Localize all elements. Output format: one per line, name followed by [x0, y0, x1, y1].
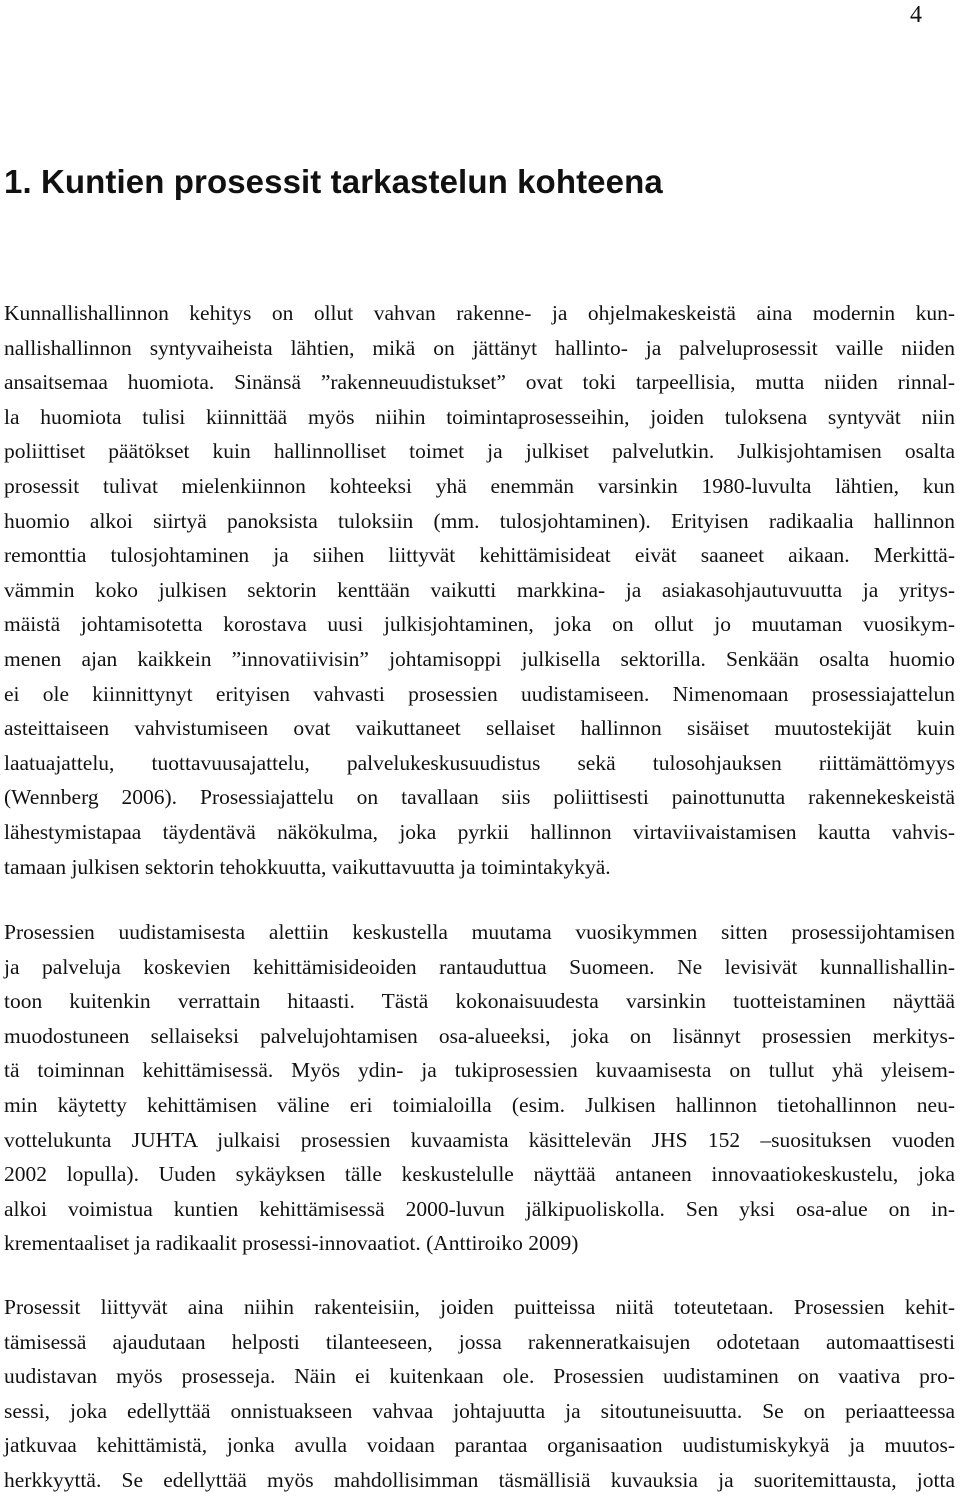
text-line: menen ajan kaikkein ”innovatiivisin” johtamisoppi julkisella sektorilla. Senkään osalta huomio [4, 646, 955, 671]
text-line: ja palveluja koskevien kehittämisideoiden rantauduttua Suomeen. Ne levisivät kunnallishallin- [4, 954, 955, 979]
text-line: alkoi voimistua kuntien kehittämisessä 2000-luvun jälkipuoliskolla. Sen yksi osa-alue on in- [4, 1196, 955, 1221]
text-line: toon kuitenkin verrattain hitaasti. Tästä kokonaisuudesta varsinkin tuotteistaminen näyttää [4, 989, 955, 1014]
text-line: vämmin koko julkisen sektorin kenttään vaikutti markkina- ja asiakasohjautuvuutta ja yritys- [4, 577, 955, 602]
text-line: ei ole kiinnittynyt erityisen vahvasti prosessien uudistamiseen. Nimenomaan prosessiajattelun [4, 681, 955, 706]
text-line: muodostuneen sellaiseksi palvelujohtamisen osa-alueeksi, joka on lisännyt prosessien merkitys- [4, 1023, 955, 1048]
text-line: prosessit tulivat mielenkiinnon kohteeksi yhä enemmän varsinkin 1980-luvulta lähtien, kun [4, 473, 955, 498]
text-line: laatuajattelu, tuottavuusajattelu, palvelukeskusuudistus sekä tulosohjauksen riittämättömyys [4, 750, 955, 775]
page-number: 4 [910, 2, 922, 28]
text-line: ansaitsemaa huomiota. Sinänsä ”rakenneuudistukset” ovat toki tarpeellisia, mutta niiden rinnal- [4, 370, 955, 395]
text-line: remonttia tulosjohtaminen ja siihen liittyvät kehittämisideat eivät saaneet aikaan. Merkittä- [4, 543, 955, 568]
text-line: uudistavan myös prosesseja. Näin ei kuitenkaan ole. Prosessien uudistaminen on vaativa pro- [4, 1364, 955, 1389]
paragraph-3 [4, 1290, 955, 1498]
text-line: tämisessä ajaudutaan helposti tilanteeseen, jossa rakenneratkaisujen odotetaan automaattisesti [4, 1329, 955, 1354]
text-line: tä toiminnan kehittämisessä. Myös ydin- ja tukiprosessien kuvaamisesta on tullut yhä yleisem- [4, 1058, 955, 1083]
text-line: jatkuvaa kehittämistä, jonka avulla voidaan parantaa organisaation uudistumiskykyä ja muutos- [4, 1433, 955, 1458]
paragraph-1 [4, 296, 955, 884]
text-line: la huomiota tulisi kiinnittää myös niihin toimintaprosesseihin, joiden tuloksena syntyvät niin [4, 404, 955, 429]
text-line: lähestymistapaa täydentävä näkökulma, joka pyrkii hallinnon virtaviivaistamisen kautta vahvis- [4, 819, 955, 844]
text-line: Kunnallishallinnon kehitys on ollut vahvan rakenne- ja ohjelmakeskeistä aina modernin kun- [4, 301, 955, 325]
text-line: nallishallinnon syntyvaiheista lähtien, mikä on jättänyt hallinto- ja palveluprosessit vaille niiden [4, 335, 955, 360]
text-line: tamaan julkisen sektorin tehokkuutta, vaikuttavuutta ja toimintakykyä. [4, 854, 611, 879]
paragraph-2 [4, 915, 955, 1261]
chapter-title: 1. Kuntien prosessit tarkastelun kohteena [4, 163, 663, 200]
text-line: 2002 lopulla). Uuden sykäyksen tälle keskustelulle näyttää antaneen innovaatiokeskustelu, joka [4, 1162, 955, 1187]
text-line: Prosessit liittyvät aina niihin rakenteisiin, joiden puitteissa niitä toteutetaan. Prosessien kehit- [4, 1295, 955, 1319]
text-line: huomio alkoi siirtyä panoksista tuloksiin (mm. tulosjohtaminen). Erityisen radikaalia hallinnon [4, 508, 955, 533]
text-line: (Wennberg 2006). Prosessiajattelu on tavallaan siis poliittisesti painottunutta rakennekeskeistä [4, 785, 955, 810]
text-line: vottelukunta JUHTA julkaisi prosessien kuvaamista käsittelevän JHS 152 –suosituksen vuoden [4, 1127, 955, 1152]
text-line: mäistä johtamisotetta korostava uusi julkisjohtaminen, joka on ollut jo muutaman vuosikym- [4, 612, 955, 637]
text-line: asteittaiseen vahvistumiseen ovat vaikuttaneet sellaiset hallinnon sisäiset muutostekijät kuin [4, 716, 955, 741]
text-line: herkkyyttä. Se edellyttää myös mahdollisimman täsmällisiä kuvauksia ja suoritemittausta, jotta [4, 1467, 955, 1492]
text-line: sessi, joka edellyttää onnistuakseen vahvaa johtajuutta ja sitoutuneisuutta. Se on periaatteessa [4, 1398, 955, 1423]
text-line: Prosessien uudistamisesta alettiin keskustella muutama vuosikymmen sitten prosessijohtamisen [4, 920, 955, 944]
text-line: poliittiset päätökset kuin hallinnolliset toimet ja julkiset palvelutkin. Julkisjohtamisen osalta [4, 439, 955, 464]
text-line: krementaaliset ja radikaalit prosessi-innovaatiot. (Anttiroiko 2009) [4, 1231, 579, 1256]
text-line: min käytetty kehittämisen väline eri toimialoilla (esim. Julkisen hallinnon tietohallinnon neu- [4, 1092, 955, 1117]
